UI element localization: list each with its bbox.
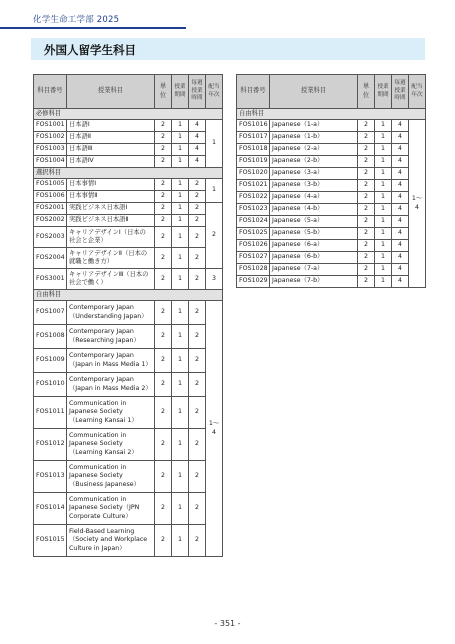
course-subject: キャリアデザインⅡ（日本の 就職と働き方） [67,248,155,269]
course-subject: Japanese（7-b） [270,276,358,288]
course-subject: 日本語Ⅰ [67,120,155,132]
course-period: 1 [375,120,392,132]
course-credits: 2 [155,269,172,290]
course-subject: Communication in Japanese Society （Learning Kansai 1） [67,397,155,429]
course-code: FOS1024 [237,216,270,228]
course-hours: 4 [189,120,206,132]
table-row [34,144,223,156]
course-hours: 2 [189,373,206,397]
course-code: FOS1015 [34,525,67,557]
header-class-period: 授業 期間 [375,75,392,109]
course-hours: 4 [189,144,206,156]
page-number: - 351 - [214,619,241,628]
course-hours: 2 [189,179,206,191]
course-code: FOS3001 [34,269,67,290]
course-hours: 4 [189,132,206,144]
table-row [237,192,426,204]
course-period: 1 [375,132,392,144]
course-year: 1〜4 [409,120,426,288]
course-period: 1 [375,168,392,180]
course-code: FOS1005 [34,179,67,191]
course-credits: 2 [155,248,172,269]
course-credits: 2 [155,179,172,191]
course-hours: 4 [392,252,409,264]
course-code: FOS1022 [237,192,270,204]
table-row [34,461,223,493]
table-row [34,227,223,248]
course-subject: Japanese（6-b） [270,252,358,264]
course-subject: Japanese（1-a） [270,120,358,132]
course-period: 1 [172,461,189,493]
group-row [34,109,223,120]
course-period: 1 [172,269,189,290]
course-hours: 4 [392,180,409,192]
course-code: FOS1002 [34,132,67,144]
course-hours: 4 [392,144,409,156]
course-hours: 2 [189,301,206,325]
running-head: 化学生命工学部 2025 [33,15,120,25]
course-code: FOS1006 [34,191,67,203]
course-period: 1 [172,156,189,168]
course-credits: 2 [155,120,172,132]
course-code: FOS1004 [34,156,67,168]
course-period: 1 [375,252,392,264]
course-period: 1 [172,203,189,215]
course-subject: 日本事情Ⅱ [67,191,155,203]
table-row [34,525,223,557]
course-credits: 2 [358,180,375,192]
course-period: 1 [375,156,392,168]
group-label-free: 自由科目 [34,290,223,301]
course-hours: 4 [392,192,409,204]
table-row [237,180,426,192]
group-row [34,168,223,179]
course-credits: 2 [358,228,375,240]
course-credits: 2 [155,397,172,429]
course-subject: 日本語Ⅳ [67,156,155,168]
course-subject: Contemporary Japan （Japan in Mass Media 2） [67,373,155,397]
course-period: 1 [172,397,189,429]
header-weekly-hours: 毎週 授業 時間 [392,75,409,109]
course-code: FOS1020 [237,168,270,180]
table-header-row [237,75,426,109]
course-subject: Communication in Japanese Society （Business Japanese） [67,461,155,493]
course-period: 1 [172,248,189,269]
table-row [34,132,223,144]
course-code: FOS1009 [34,349,67,373]
course-subject: Japanese（5-a） [270,216,358,228]
course-code: FOS1017 [237,132,270,144]
course-period: 1 [172,525,189,557]
course-code: FOS1028 [237,264,270,276]
course-subject: キャリアデザインⅠ（日本の 社会と企業） [67,227,155,248]
table-row [237,276,426,288]
course-subject: Communication in Japanese Society （Learning Kansai 2） [67,429,155,461]
course-code: FOS1025 [237,228,270,240]
course-code: FOS1010 [34,373,67,397]
course-credits: 2 [358,168,375,180]
course-code: FOS1007 [34,301,67,325]
course-subject: Communication in Japanese Society（JPN Corporate Culture） [67,493,155,525]
table-row [237,168,426,180]
course-hours: 4 [392,168,409,180]
course-subject: Contemporary Japan （Japan in Mass Media 1） [67,349,155,373]
course-year: 1 [206,179,223,203]
table-row [237,252,426,264]
course-period: 1 [375,276,392,288]
course-hours: 2 [189,493,206,525]
course-period: 1 [172,301,189,325]
course-code: FOS1013 [34,461,67,493]
course-period: 1 [172,144,189,156]
course-table-left [33,74,223,557]
course-credits: 2 [155,429,172,461]
table-row [237,216,426,228]
course-hours: 4 [392,120,409,132]
course-credits: 2 [358,132,375,144]
table-row [34,493,223,525]
course-subject: 日本語Ⅱ [67,132,155,144]
course-subject: 日本事情Ⅰ [67,179,155,191]
course-code: FOS1018 [237,144,270,156]
course-credits: 2 [155,461,172,493]
course-credits: 2 [155,215,172,227]
table-row [237,228,426,240]
course-hours: 2 [189,203,206,215]
course-code: FOS1029 [237,276,270,288]
header-weekly-hours: 毎週 授業 時間 [189,75,206,109]
course-code: FOS2001 [34,203,67,215]
course-credits: 2 [155,156,172,168]
course-hours: 2 [189,269,206,290]
course-subject: Japanese（4-a） [270,192,358,204]
course-credits: 2 [155,191,172,203]
course-year: 2 [206,203,223,269]
course-code: FOS1014 [34,493,67,525]
course-credits: 2 [155,373,172,397]
course-period: 1 [172,349,189,373]
course-subject: 実践ビジネス日本語Ⅱ [67,215,155,227]
course-hours: 4 [392,264,409,276]
course-hours: 4 [392,132,409,144]
group-label-elective: 選択科目 [34,168,223,179]
header-code: 科目番号 [34,75,67,109]
header-credits: 単位 [358,75,375,109]
course-year: 1〜4 [206,301,223,557]
course-code: FOS1008 [34,325,67,349]
course-code: FOS1003 [34,144,67,156]
course-period: 1 [172,325,189,349]
table-row [34,191,223,203]
course-credits: 2 [155,325,172,349]
table-header-row [34,75,223,109]
course-credits: 2 [358,276,375,288]
course-hours: 2 [189,429,206,461]
course-period: 1 [375,144,392,156]
course-hours: 2 [189,397,206,429]
table-row [237,144,426,156]
table-row [34,215,223,227]
course-subject: Japanese（2-b） [270,156,358,168]
course-code: FOS1023 [237,204,270,216]
course-hours: 4 [392,240,409,252]
course-code: FOS1012 [34,429,67,461]
course-credits: 2 [358,144,375,156]
course-year: 1 [206,120,223,168]
course-period: 1 [375,228,392,240]
table-row [237,264,426,276]
course-subject: キャリアデザインⅢ（日本の 社会で働く） [67,269,155,290]
course-code: FOS2003 [34,227,67,248]
course-period: 1 [172,120,189,132]
course-subject: Japanese（1-b） [270,132,358,144]
course-code: FOS2004 [34,248,67,269]
course-credits: 2 [358,156,375,168]
header-assigned-year: 配当 年次 [206,75,223,109]
course-credits: 2 [155,493,172,525]
course-hours: 2 [189,227,206,248]
table-row [34,248,223,269]
table-row [237,120,426,132]
table-row [34,429,223,461]
course-hours: 4 [189,156,206,168]
course-subject: Japanese（5-b） [270,228,358,240]
course-hours: 2 [189,349,206,373]
course-hours: 2 [189,215,206,227]
course-credits: 2 [155,144,172,156]
table-row [237,156,426,168]
course-credits: 2 [155,203,172,215]
table-row [34,325,223,349]
course-period: 1 [172,373,189,397]
table-row [237,132,426,144]
header-rule [0,27,186,29]
course-code: FOS2002 [34,215,67,227]
course-credits: 2 [358,216,375,228]
table-row [34,373,223,397]
table-row [34,179,223,191]
course-hours: 2 [189,191,206,203]
course-period: 1 [172,191,189,203]
header-class-period: 授業 期間 [172,75,189,109]
section-title: 外国人留学生科目 [44,43,136,57]
course-hours: 2 [189,248,206,269]
course-subject: Japanese（4-b） [270,204,358,216]
course-subject: 実践ビジネス日本語Ⅰ [67,203,155,215]
header-subject: 授業科目 [270,75,358,109]
course-credits: 2 [155,349,172,373]
course-hours: 4 [392,156,409,168]
course-hours: 2 [189,525,206,557]
course-period: 1 [375,180,392,192]
course-period: 1 [172,227,189,248]
course-period: 1 [172,179,189,191]
header-assigned-year: 配当 年次 [409,75,426,109]
course-hours: 2 [189,325,206,349]
group-row [34,290,223,301]
group-label-free: 自由科目 [237,109,426,120]
table-row [34,269,223,290]
course-subject: Japanese（2-a） [270,144,358,156]
table-row [237,204,426,216]
group-label-required: 必修科目 [34,109,223,120]
course-code: FOS1001 [34,120,67,132]
course-credits: 2 [155,301,172,325]
table-row [34,120,223,132]
course-subject: Contemporary Japan （Understanding Japan） [67,301,155,325]
course-code: FOS1016 [237,120,270,132]
table-row [34,203,223,215]
table-row [237,240,426,252]
course-period: 1 [172,215,189,227]
course-subject: Japanese（6-a） [270,240,358,252]
course-subject: Field-Based Learning （Society and Workplace Culture in Japan） [67,525,155,557]
course-subject: Contemporary Japan （Researching Japan） [67,325,155,349]
course-hours: 4 [392,228,409,240]
course-code: FOS1019 [237,156,270,168]
course-hours: 4 [392,276,409,288]
course-credits: 2 [358,192,375,204]
course-period: 1 [375,264,392,276]
course-code: FOS1011 [34,397,67,429]
course-period: 1 [172,493,189,525]
table-row [34,301,223,325]
table-row [34,397,223,429]
course-credits: 2 [358,120,375,132]
header-code: 科目番号 [237,75,270,109]
course-subject: Japanese（3-b） [270,180,358,192]
course-period: 1 [172,429,189,461]
course-subject: Japanese（7-a） [270,264,358,276]
course-credits: 2 [155,132,172,144]
table-row [34,156,223,168]
course-period: 1 [375,240,392,252]
course-period: 1 [172,132,189,144]
group-row [237,109,426,120]
course-hours: 2 [189,461,206,493]
course-subject: Japanese（3-a） [270,168,358,180]
course-code: FOS1021 [237,180,270,192]
course-credits: 2 [358,264,375,276]
header-subject: 授業科目 [67,75,155,109]
course-year: 3 [206,269,223,290]
course-code: FOS1026 [237,240,270,252]
course-code: FOS1027 [237,252,270,264]
header-credits: 単位 [155,75,172,109]
course-period: 1 [375,204,392,216]
course-period: 1 [375,216,392,228]
course-credits: 2 [155,525,172,557]
course-credits: 2 [155,227,172,248]
course-credits: 2 [358,204,375,216]
course-subject: 日本語Ⅲ [67,144,155,156]
table-row [34,349,223,373]
course-hours: 4 [392,216,409,228]
course-credits: 2 [358,252,375,264]
course-table-right [236,74,426,288]
course-period: 1 [375,192,392,204]
course-hours: 4 [392,204,409,216]
course-credits: 2 [358,240,375,252]
